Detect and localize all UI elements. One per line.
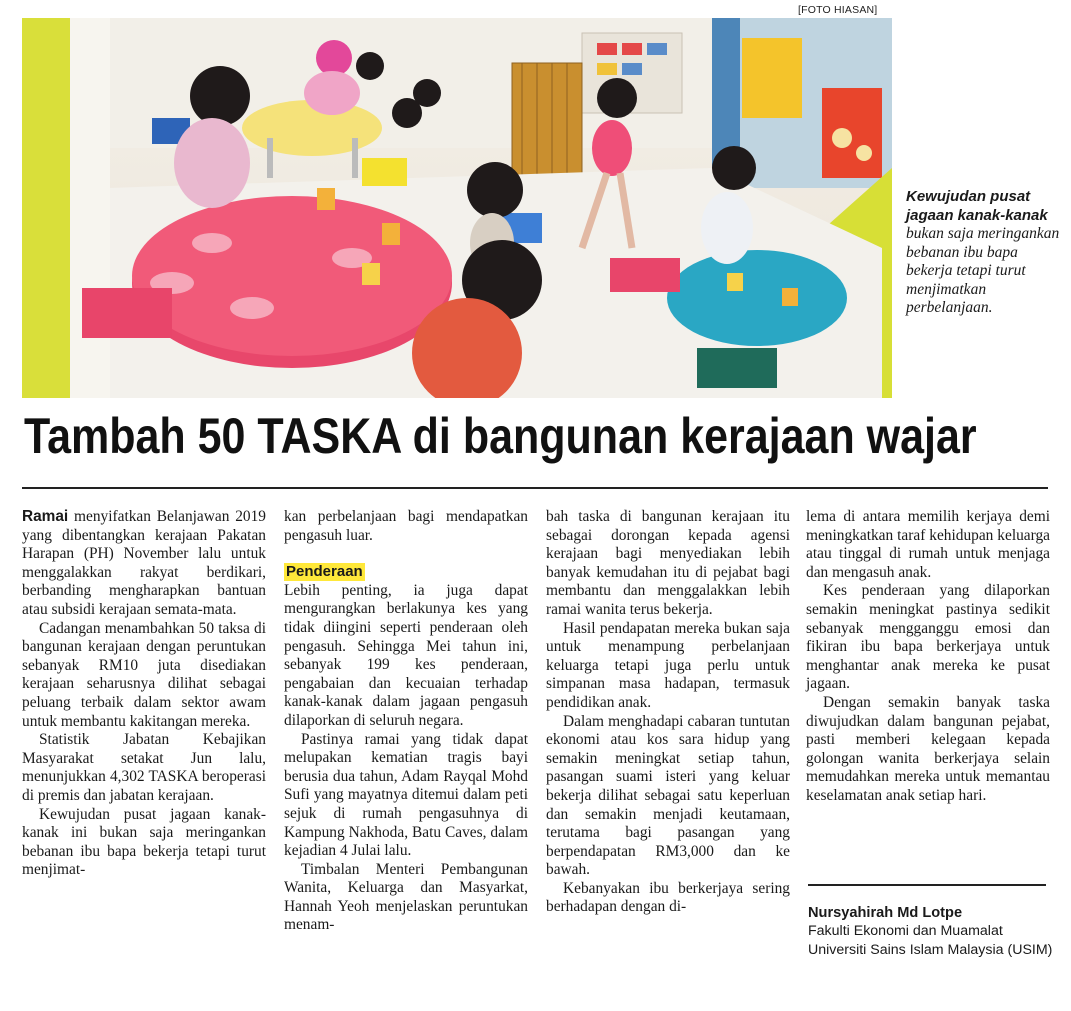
article-column-4 [806,508,1050,806]
article-photo [22,18,892,398]
headline-rule [22,487,1048,489]
byline [808,904,1058,959]
paragraph: Cadangan menambahkan 50 taksa di bangunan kerajaan dengan peruntukan sebanyak RM10 juta disediakan kerajaan seharusnya dilihat sebagai peluang terbaik dalam sektor awam untuk membantu kakitangan mereka. [22,619,266,730]
paragraph [22,508,266,620]
paragraph: kan perbelanjaan bagi mendapatkan pengasuh luar. [284,508,528,544]
article-column-2 [284,508,528,935]
paragraph: Pastinya ramai yang tidak dapat melupakan kematian tragis bayi berusia dua tahun, Adam Rayqal Mohd Sufi yang mayatnya ditemui dalam peti sejuk di rumah pengasuhnya di Kampung Nakhoda, Batu Caves, dalam kejadian 4 Julai lalu. [284,730,528,860]
photo-credit: [FOTO HIASAN] [798,4,878,16]
paragraph: Statistik Jabatan Kebajikan Masyarakat setakat Jun lalu, menunjukkan 4,302 TASKA beroperasi di premis dan jabatan kerajaan. [22,731,266,804]
paragraph: Lebih penting, ia juga dapat mengurangkan berlakunya kes yang tidak diingini seperti penderaan oleh pengasuh. Sehingga Mei tahun ini, sebanyak 199 kes penderaan, pengabaian dan kecuaian terhadap kanak-kanak dalam jagaan pengasuh dilaporkan di seluruh negara. [284,581,528,729]
section-subhead: Penderaan [286,563,363,581]
paragraph: lema di antara memilih kerjaya demi meningkatkan taraf kehidupan keluarga atau tinggal di rumah untuk menjaga dan mengasuh anak. [806,508,1050,581]
caption-lead: Kewujudan pusat jagaan kanak-kanak [906,188,1048,224]
caption-text: bukan saja meringankan bebanan ibu bapa bekerja tetapi turut menjimatkan perbelanjaan. [906,225,1060,316]
paragraph: Kebanyakan ibu berkerjaya sering berhadapan dengan di- [546,879,790,916]
paragraph: Dalam menghadapi cabaran tuntutan ekonomi atau kos sara hidup yang semakin meningkat setiap tahun, pasangan suami isteri yang keluar bekerja dilihat sebagai satu keperluan dan semakin menjadi keutamaan, terutama bagi pasangan yang berpendapatan RM3,000 dan ke bawah. [546,712,790,879]
article-column-3 [546,508,790,917]
lead-paragraph-text: menyifatkan Belanjawan 2019 yang dibentangkan kerajaan Pakatan Harapan (PH) November lalu untuk menggalakkan rakyat berdikari, berbanding mengharapkan bantuan atau subsidi kerajaan semata-mata. [22,508,266,618]
article-headline: Tambah 50 TASKA di bangunan kerajaan wajar [24,408,977,464]
paragraph: bah taska di bangunan kerajaan itu sebagai dorongan kepada agensi kerajaan bagi menyediakan lebih banyak kemudahan itu di pejabat bagi membantu dan menggalakkan lebih ramai wanita terus bekerja. [546,508,790,618]
author-affiliation: Fakulti Ekonomi dan Muamalat Universiti Sains Islam Malaysia (USIM) [808,923,1053,958]
article-column-1 [22,508,266,880]
paragraph: Hasil pendapatan mereka bukan saja untuk menampung perbelanjaan keluarga tetapi juga perlu untuk simpanan masa hadapan, termasuk pendidikan anak. [546,619,790,711]
lead-word: Ramai [22,508,69,525]
daycare-illustration [22,18,892,398]
photo-caption [906,188,1066,318]
byline-rule [808,884,1046,886]
paragraph: Timbalan Menteri Pembangunan Wanita, Keluarga dan Masyarkat, Hannah Yeoh menjelaskan peruntukan menam- [284,860,528,934]
author-name: Nursyahirah Md Lotpe [808,905,963,921]
paragraph: Kewujudan pusat jagaan kanak-kanak ini bukan saja meringankan bebanan ibu bapa bekerja tetapi turut menjimat- [22,805,266,879]
paragraph: Dengan semakin banyak taska diwujudkan dalam bangunan pejabat, pasti memberi kelegaan kepada golongan wanita berkerjaya selain memudahkan mereka untuk memantau keselamatan anak setiap hari. [806,693,1050,804]
paragraph: Kes penderaan yang dilaporkan semakin meningkat pastinya sedikit sebanyak mengganggu emosi dan fikiran ibu bapa berkerjaya untuk menghantar anak mereka ke pusat jagaan. [806,582,1050,693]
